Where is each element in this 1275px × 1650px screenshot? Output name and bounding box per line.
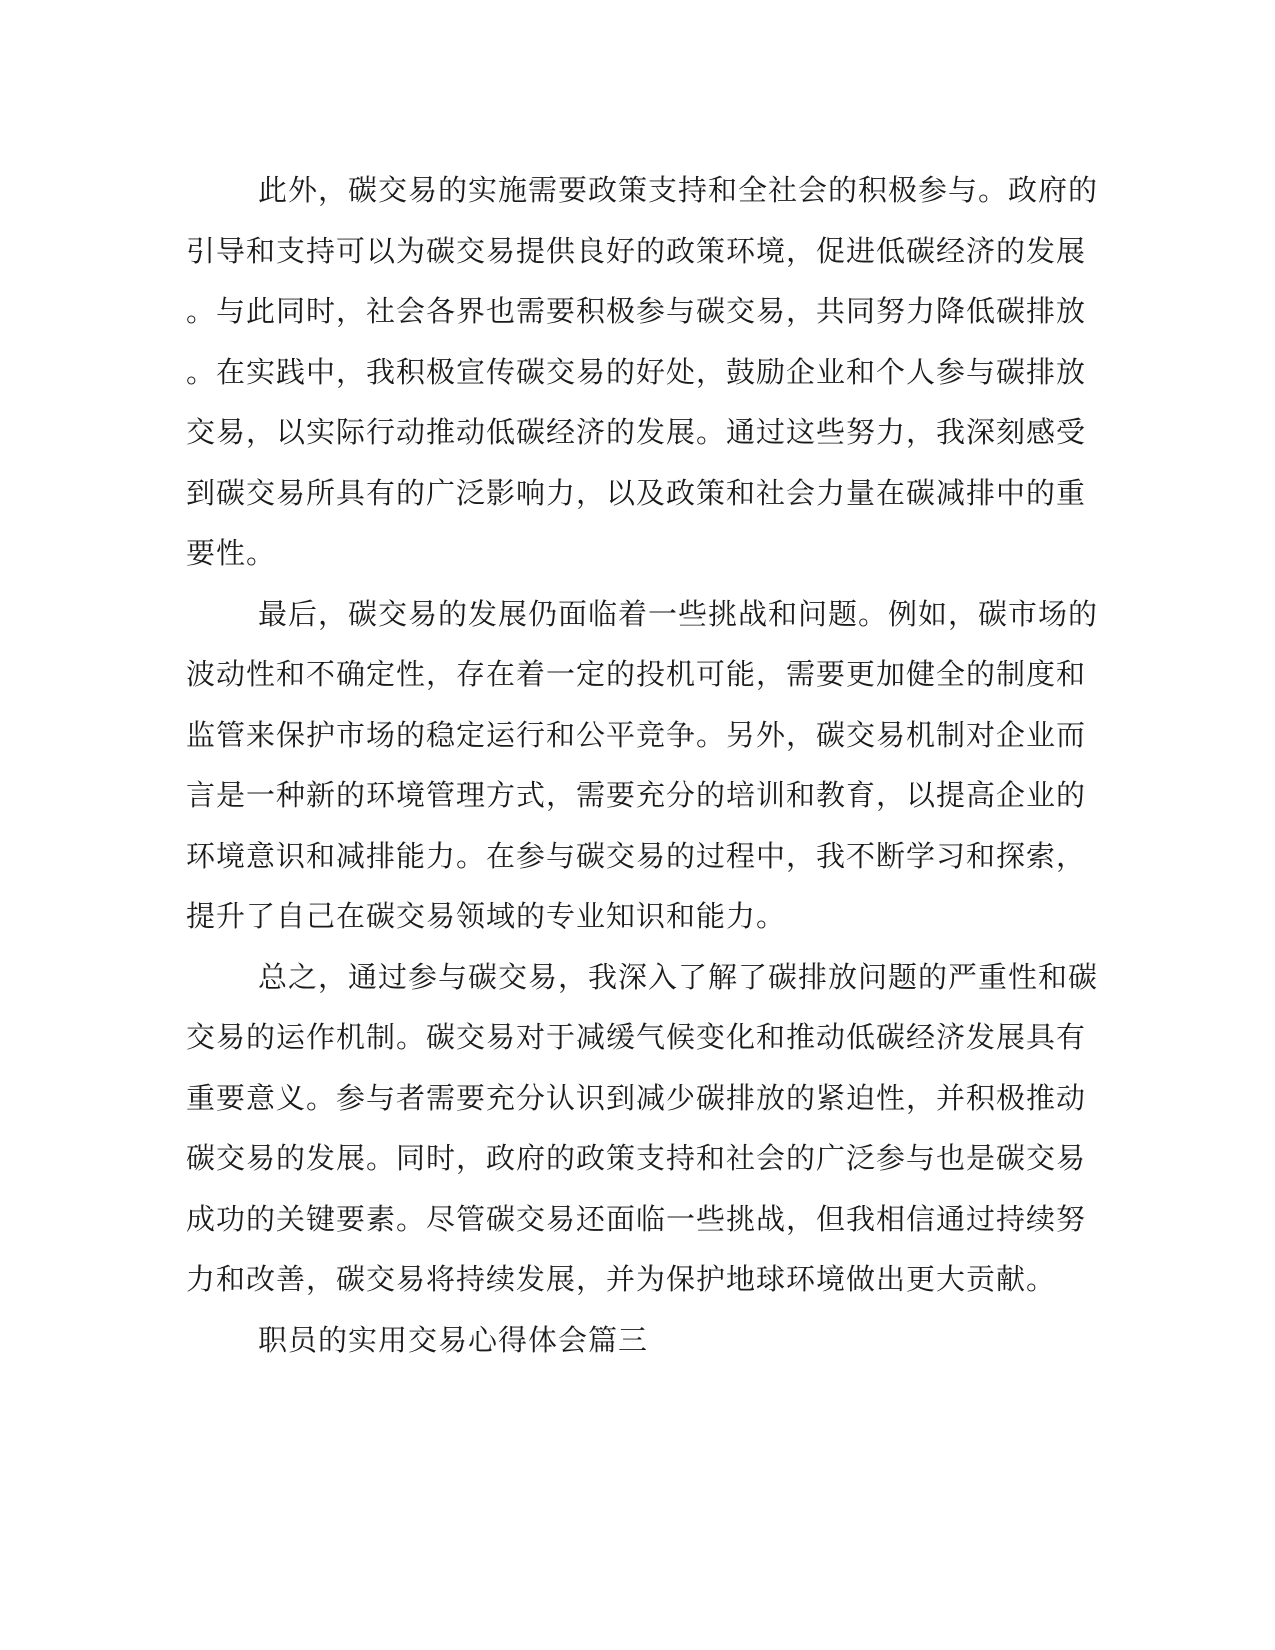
paragraph-line: 言是一种新的环境管理方式，需要充分的培训和教育，以提高企业的: [186, 778, 1087, 812]
paragraph-line: 。在实践中，我积极宣传碳交易的好处，鼓励企业和个人参与碳排放: [186, 354, 1087, 389]
paragraph-line: 总之，通过参与碳交易，我深入了解了碳排放问题的严重性和碳: [258, 959, 1099, 994]
paragraph-line: 交易的运作机制。碳交易对于减缓气候变化和推动低碳经济发展具有: [186, 1020, 1087, 1054]
document-body: [186, 160, 1099, 1370]
paragraph-line: 要性。: [186, 536, 277, 570]
paragraph-line: 成功的关键要素。尽管碳交易还面临一些挑战，但我相信通过持续努: [186, 1201, 1087, 1236]
paragraph-line: 引导和支持可以为碳交易提供良好的政策环境，促进低碳经济的发展: [186, 233, 1087, 268]
paragraph-line: 最后，碳交易的发展仍面临着一些挑战和问题。例如，碳市场的: [258, 596, 1099, 631]
paragraph-line: 力和改善，碳交易将持续发展，并为保护地球环境做出更大贡献。: [186, 1262, 1057, 1296]
paragraph-2: [186, 584, 1099, 947]
paragraph-line: 此外，碳交易的实施需要政策支持和全社会的积极参与。政府的: [258, 173, 1099, 207]
paragraph-line: 到碳交易所具有的广泛影响力，以及政策和社会力量在碳减排中的重: [186, 475, 1087, 510]
paragraph-1: [186, 160, 1099, 584]
paragraph-line: 波动性和不确定性，存在着一定的投机可能，需要更加健全的制度和: [186, 657, 1087, 691]
paragraph-line: 。与此同时，社会各界也需要积极参与碳交易，共同努力降低碳排放: [186, 294, 1087, 328]
paragraph-line: 监管来保护市场的稳定运行和公平竞争。另外，碳交易机制对企业而: [186, 717, 1087, 752]
paragraph-3: [186, 947, 1099, 1310]
paragraph-line: 提升了自己在碳交易领域的专业知识和能力。: [186, 899, 787, 933]
paragraph-line: 重要意义。参与者需要充分认识到减少碳排放的紧迫性，并积极推动: [186, 1080, 1087, 1115]
section-heading: 职员的实用交易心得体会篇三: [258, 1322, 649, 1357]
paragraph-line: 环境意识和减排能力。在参与碳交易的过程中，我不断学习和探索，: [186, 838, 1087, 873]
paragraph-line: 碳交易的发展。同时，政府的政策支持和社会的广泛参与也是碳交易: [186, 1141, 1087, 1175]
paragraph-line: 交易，以实际行动推动低碳经济的发展。通过这些努力，我深刻感受: [186, 415, 1087, 449]
